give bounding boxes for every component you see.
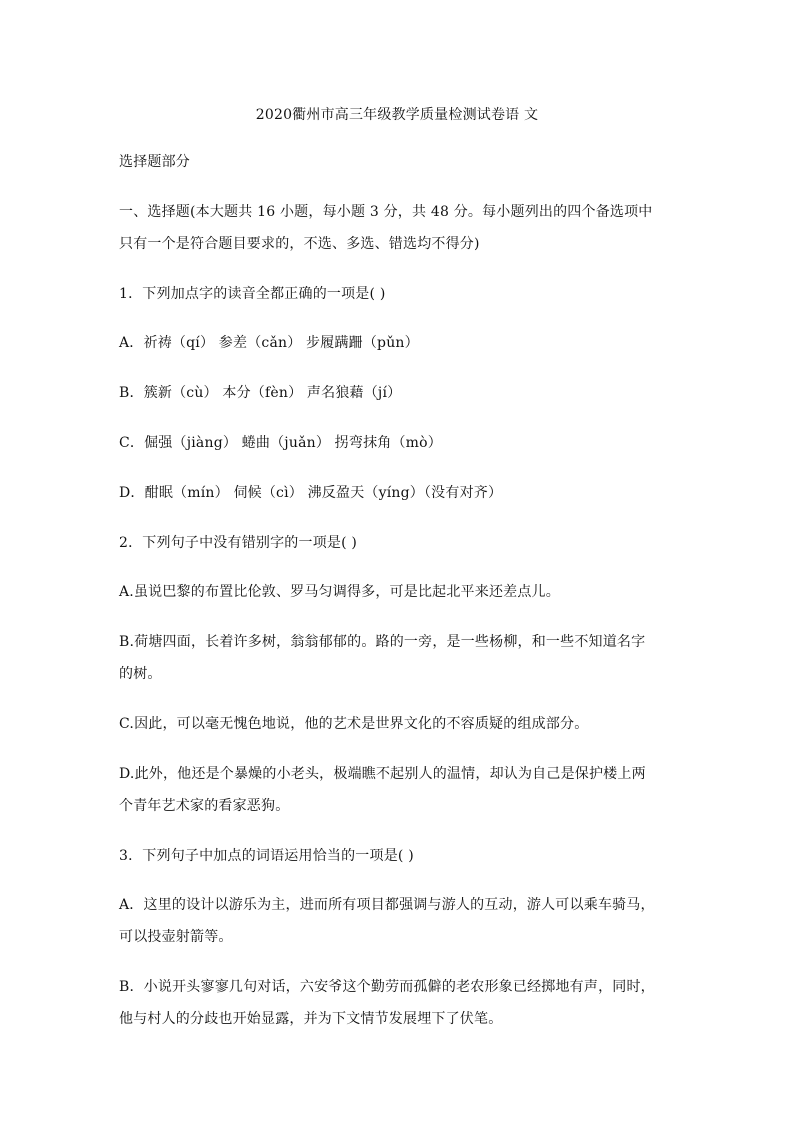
- instructions-line-2: 只有一个是符合题目要求的，不选、多选、错选均不得分): [119, 236, 480, 252]
- question-1-option-c: C．倔强（jiàng） 蜷曲（juǎn） 拐弯抹角（mò）: [119, 435, 442, 451]
- question-3-option-a-line-2: 可以投壶射箭等。: [119, 929, 233, 945]
- question-2-option-b-line-2: 的树。: [119, 666, 162, 682]
- section-heading: 选择题部分: [119, 154, 190, 170]
- question-2-option-d-line-1: D.此外，他还是个暴燥的小老头，极端瞧不起别人的温情，却认为自己是保护楼上两: [119, 766, 646, 782]
- question-2-stem: 2．下列句子中没有错别字的一项是( ): [119, 535, 358, 551]
- instructions-line-1: 一、选择题(本大题共 16 小题，每小题 3 分，共 48 分。每小题列出的四个备选项中: [119, 204, 653, 220]
- question-2-option-b-line-1: B.荷塘四面，长着许多树，翁翁郁郁的。路的一旁，是一些杨柳，和一些不知道名字: [119, 634, 646, 650]
- question-1-option-a: A．祈祷（qí） 参差（cǎn） 步履蹒跚（pǔn）: [119, 335, 419, 351]
- question-2-option-c: C.因此，可以毫无愧色地说，他的艺术是世界文化的不容质疑的组成部分。: [119, 716, 589, 732]
- question-2-option-a: A.虽说巴黎的布置比伦敦、罗马匀调得多，可是比起北平来还差点儿。: [119, 584, 560, 600]
- question-1-option-d: D．酣眠（mín） 伺候（cì） 沸反盈天（yíng）（没有对齐）: [119, 485, 503, 501]
- question-3-option-a-line-1: A．这里的设计以游乐为主，进而所有项目都强调与游人的互动，游人可以乘车骑马，: [119, 897, 655, 913]
- question-2-option-d-line-2: 个青年艺术家的看家恶狗。: [119, 798, 290, 814]
- question-3-stem: 3．下列句子中加点的词语运用恰当的一项是( ): [119, 848, 414, 864]
- question-1-stem: 1．下列加点字的读音全都正确的一项是( ): [119, 286, 386, 302]
- document-title: 2020衢州市高三年级教学质量检测试卷语 文: [255, 107, 539, 123]
- question-3-option-b-line-2: 他与村人的分歧也开始显露，并为下文情节发展埋下了伏笔。: [119, 1011, 503, 1027]
- question-1-option-b: B．簇新（cù） 本分（fèn） 声名狼藉（jí）: [119, 385, 402, 401]
- question-3-option-b-line-1: B．小说开头寥寥几句对话，六安爷这个勤劳而孤僻的老农形象已经掷地有声，同时，: [119, 979, 655, 995]
